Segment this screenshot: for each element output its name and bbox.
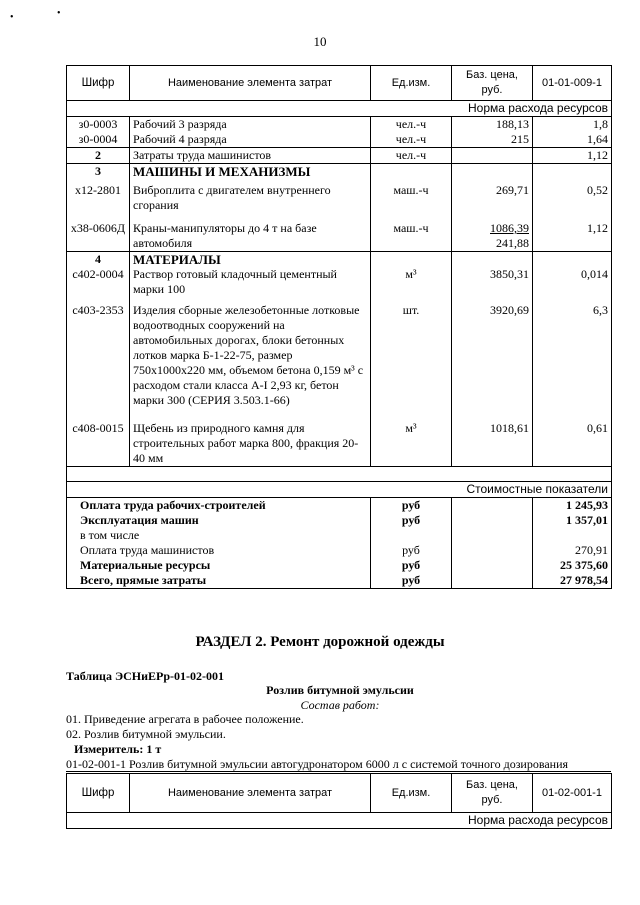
row-norm: 1,64	[533, 132, 612, 148]
section-4-row	[67, 252, 612, 268]
row-price: 1018,61	[452, 408, 533, 467]
summary-value: 1 245,93	[533, 498, 612, 514]
summary-unit: руб	[371, 558, 452, 573]
row-unit: м³	[371, 267, 452, 297]
row-name: Рабочий 4 разряда	[130, 132, 371, 148]
summary-row	[67, 558, 612, 573]
table-subtitle: Розлив битумной эмульсии	[266, 683, 414, 697]
row-norm: 0,014	[533, 267, 612, 297]
summary-label: Оплата труда рабочих-строителей	[67, 498, 371, 514]
summary-unit: руб	[371, 543, 452, 558]
summary-unit: руб	[371, 513, 452, 528]
col-unit-header: Ед.изм.	[371, 774, 452, 813]
section-number: 2	[67, 148, 130, 164]
cost-label: Стоимостные показатели	[67, 482, 612, 498]
row-norm: 1,8	[533, 117, 612, 133]
section-name: Затраты труда машинистов	[130, 148, 371, 164]
col-table-code-header: 01-02-001-1	[533, 774, 612, 813]
summary-value: 27 978,54	[533, 573, 612, 589]
section-unit: чел.-ч	[371, 148, 452, 164]
row-code: с402-0004	[67, 267, 130, 297]
row-name: Щебень из природного камня для строительных работ марка 800, фракция 20-40 мм	[130, 408, 371, 467]
norm-label: Норма расхода ресурсов	[67, 813, 612, 829]
row-code: х38-0606Д	[67, 213, 130, 252]
row-price: 269,71	[452, 179, 533, 213]
summary-label: в том числе	[67, 528, 371, 543]
table-row	[67, 267, 612, 297]
cost-table-main	[66, 65, 612, 589]
row-unit: чел.-ч	[371, 117, 452, 133]
col-name-header: Наименование элемента затрат	[130, 774, 371, 813]
row-name: Виброплита с двигателем внутреннего сгорания	[130, 179, 371, 213]
row-unit: шт.	[371, 297, 452, 408]
table-header-row	[67, 774, 612, 813]
summary-row	[67, 528, 612, 543]
table-row	[67, 132, 612, 148]
summary-unit: руб	[371, 573, 452, 589]
row-name: Рабочий 3 разряда	[130, 117, 371, 133]
row-price	[452, 213, 533, 252]
row-price: 3920,69	[452, 297, 533, 408]
section-norm: 1,12	[533, 148, 612, 164]
row-norm: 6,3	[533, 297, 612, 408]
row-code: с403-2353	[67, 297, 130, 408]
row-norm: 0,52	[533, 179, 612, 213]
table-row	[67, 408, 612, 467]
table-row	[67, 297, 612, 408]
norm-label: Норма расхода ресурсов	[67, 101, 612, 117]
col-unit-header: Ед.изм.	[371, 66, 452, 101]
row-name: Краны-манипуляторы до 4 т на базе автомобиля	[130, 213, 371, 252]
row-name: Раствор готовый кладочный цементный марки 100	[130, 267, 371, 297]
col-price-header: Баз. цена, руб.	[452, 774, 533, 813]
section-number: 4	[67, 252, 130, 268]
page-mark: •	[57, 8, 61, 19]
cost-label-row	[67, 482, 612, 498]
table-row	[67, 117, 612, 133]
row-code: х12-2801	[67, 179, 130, 213]
row-unit: маш.-ч	[371, 179, 452, 213]
summary-unit: руб	[371, 498, 452, 514]
col-name-header: Наименование элемента затрат	[130, 66, 371, 101]
summary-label: Оплата труда машинистов	[67, 543, 371, 558]
col-price-header: Баз. цена, руб.	[452, 66, 533, 101]
row-code: з0-0003	[67, 117, 130, 133]
summary-value: 1 357,01	[533, 513, 612, 528]
summary-label: Эксплуатация машин	[67, 513, 371, 528]
cost-table-second	[66, 773, 612, 829]
row-price: 3850,31	[452, 267, 533, 297]
row-unit: чел.-ч	[371, 132, 452, 148]
row-price-base: 1086,39	[490, 221, 529, 235]
row-price: 215	[452, 132, 533, 148]
col-code-header: Шифр	[67, 66, 130, 101]
norm-label-row	[67, 813, 612, 829]
work-composition: Состав работ:	[300, 698, 380, 712]
row-name: Изделия сборные железобетонные лотковые водоотводных сооружений на автомобильных дорогах, блоки бетонных лотков марка Б-1-22-75, размер 750х1000х220 мм, объемом бетона 0,159 м³ с расходом стали класса А-I 2,93 кг, бетон марки 300 (СЕРИЯ 3.503.1-66)	[130, 297, 371, 408]
work-step: 02. Розлив битумной эмульсии.	[66, 727, 226, 741]
summary-row	[67, 498, 612, 514]
section-title: МАТЕРИАЛЫ	[130, 252, 371, 268]
section-heading: РАЗДЕЛ 2. Ремонт дорожной одежды	[195, 634, 445, 650]
row-code: з0-0004	[67, 132, 130, 148]
page-number: 10	[313, 34, 327, 49]
section-number: 3	[67, 164, 130, 180]
row-unit: м³	[371, 408, 452, 467]
col-code-header: Шифр	[67, 774, 130, 813]
table-row	[67, 179, 612, 213]
table-row	[67, 213, 612, 252]
work-step: 01. Приведение агрегата в рабочее положение.	[66, 712, 304, 726]
table-header-row	[67, 66, 612, 101]
summary-value: 270,91	[533, 543, 612, 558]
table-title: Таблица ЭСНиЕРр-01-02-001	[66, 669, 225, 683]
summary-value: 25 375,60	[533, 558, 612, 573]
row-code: с408-0015	[67, 408, 130, 467]
summary-label: Всего, прямые затраты	[67, 573, 371, 589]
summary-label: Материальные ресурсы	[67, 558, 371, 573]
section-title: МАШИНЫ И МЕХАНИЗМЫ	[130, 164, 371, 180]
summary-row	[67, 573, 612, 589]
section-2-row	[67, 148, 612, 164]
row-price-secondary: 241,88	[496, 236, 529, 250]
rate-description: 01-02-001-1 Розлив битумной эмульсии автогудронатором 6000 л с системой точного дозирования	[66, 757, 611, 772]
row-norm: 1,12	[533, 213, 612, 252]
page-mark: •	[10, 12, 14, 23]
row-price: 188,13	[452, 117, 533, 133]
summary-row	[67, 513, 612, 528]
section-3-row	[67, 164, 612, 180]
row-unit: маш.-ч	[371, 213, 452, 252]
measure: Измеритель: 1 т	[74, 742, 162, 756]
summary-row	[67, 543, 612, 558]
norm-label-row	[67, 101, 612, 117]
row-norm: 0,61	[533, 408, 612, 467]
col-table-code-header: 01-01-009-1	[533, 66, 612, 101]
